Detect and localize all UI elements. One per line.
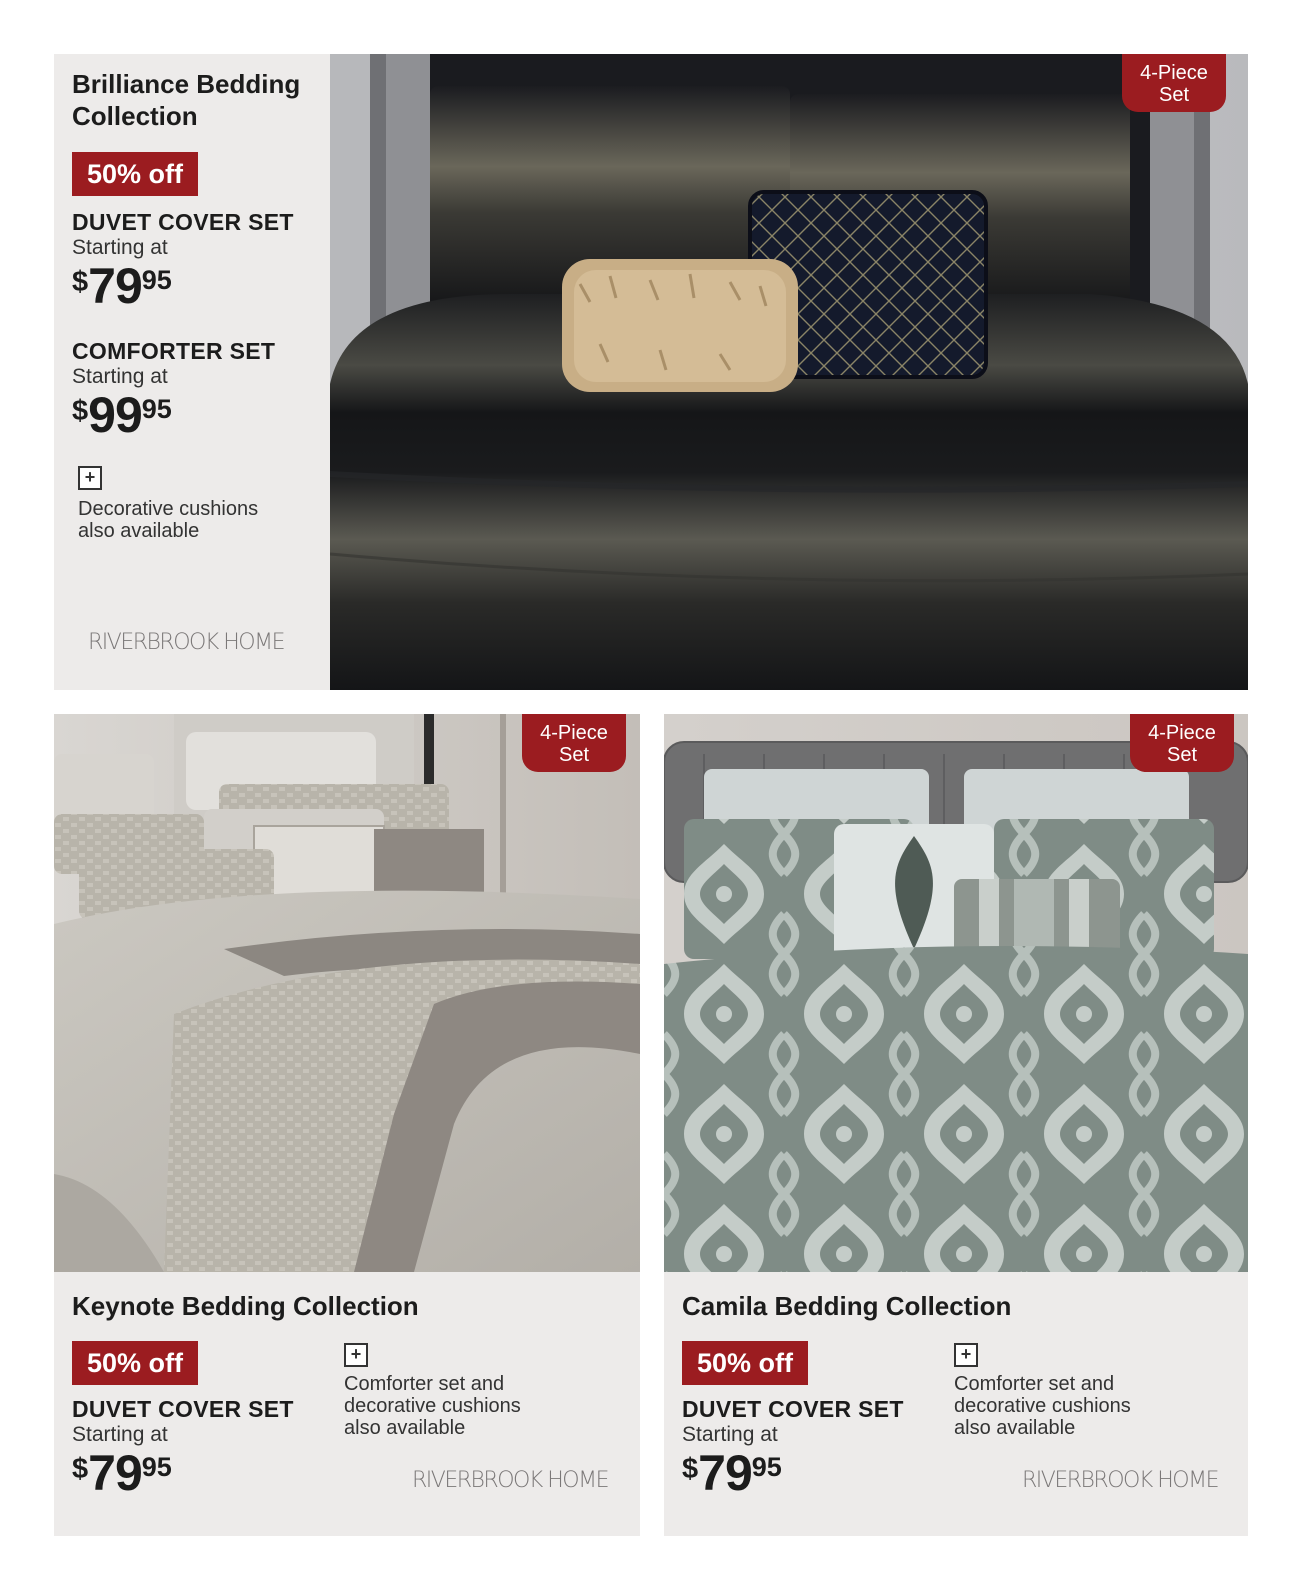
price-cents: 95	[141, 394, 172, 424]
tab-line1: 4-Piece	[1148, 722, 1216, 744]
price-dollars: 79	[698, 1445, 752, 1501]
note-bold: Comforter set	[954, 1373, 1076, 1395]
riverbrook-home-logo: RIVERBROOK HOME	[1022, 1468, 1218, 1493]
riverbrook-home-logo: RIVERBROOK HOME	[412, 1468, 608, 1493]
note-bold: decorative cushions	[954, 1395, 1131, 1417]
camila-title: Camila Bedding Collection	[682, 1291, 1012, 1321]
price-cents: 95	[141, 1452, 172, 1482]
brilliance-duvet-price	[72, 258, 172, 314]
note-rest: also available	[344, 1417, 466, 1439]
keynote-note	[344, 1373, 521, 1439]
brilliance-title-line1: Brilliance Bedding	[72, 69, 301, 99]
camila-note	[954, 1373, 1131, 1439]
tab-line2: Set	[1158, 84, 1190, 106]
keynote-title: Keynote Bedding Collection	[72, 1291, 419, 1321]
camila-duvet-price	[682, 1445, 782, 1501]
note-rest: also available	[954, 1417, 1076, 1439]
brilliance-bed-photo	[330, 54, 1248, 690]
brilliance-title	[72, 68, 300, 132]
note-mid: and	[1075, 1373, 1115, 1395]
price-currency: $	[682, 1453, 699, 1485]
price-currency: $	[72, 266, 89, 298]
camila-duvet-starting: Starting at	[682, 1423, 778, 1446]
brilliance-discount-badge: 50% off	[72, 152, 198, 196]
camila-duvet-label: DUVET COVER SET	[682, 1396, 904, 1422]
price-dollars: 79	[88, 258, 142, 314]
brilliance-title-line2: Collection	[72, 101, 198, 131]
brilliance-duvet-starting: Starting at	[72, 236, 168, 259]
price-cents: 95	[751, 1452, 782, 1482]
camila-info-panel	[664, 1272, 1248, 1536]
price-dollars: 99	[88, 387, 142, 443]
note-bold: Decorative cushions	[78, 498, 259, 520]
brilliance-comforter-price	[72, 387, 172, 443]
brilliance-comforter-starting: Starting at	[72, 365, 168, 388]
brilliance-note	[78, 498, 258, 542]
piece-set-tab	[1130, 714, 1234, 772]
brilliance-duvet-label: DUVET COVER SET	[72, 209, 294, 235]
piece-set-tab	[1122, 54, 1226, 112]
plus-icon: +	[78, 466, 102, 490]
note-rest: also available	[78, 520, 200, 542]
plus-icon: +	[954, 1343, 978, 1367]
riverbrook-home-logo: RIVERBROOK HOME	[88, 630, 284, 655]
tab-line2: Set	[558, 744, 590, 766]
price-dollars: 79	[88, 1445, 142, 1501]
keynote-info-panel	[54, 1272, 640, 1536]
note-bold: decorative cushions	[344, 1395, 521, 1417]
note-mid: and	[465, 1373, 505, 1395]
brilliance-info-panel	[54, 54, 330, 690]
keynote-bed-photo	[54, 714, 640, 1272]
price-cents: 95	[141, 265, 172, 295]
price-currency: $	[72, 395, 89, 427]
tab-line1: 4-Piece	[1140, 62, 1208, 84]
price-currency: $	[72, 1453, 89, 1485]
keynote-bed-illustration	[54, 714, 640, 1272]
tab-line1: 4-Piece	[540, 722, 608, 744]
note-bold: Comforter set	[344, 1373, 466, 1395]
keynote-discount-badge: 50% off	[72, 1341, 198, 1385]
camila-bed-illustration	[664, 714, 1248, 1272]
piece-set-tab	[522, 714, 626, 772]
camila-bed-photo	[664, 714, 1248, 1272]
brilliance-comforter-label: COMFORTER SET	[72, 338, 276, 364]
keynote-duvet-starting: Starting at	[72, 1423, 168, 1446]
plus-icon: +	[344, 1343, 368, 1367]
keynote-duvet-price	[72, 1445, 172, 1501]
tab-line2: Set	[1166, 744, 1198, 766]
brilliance-bed-illustration	[330, 54, 1248, 690]
camila-discount-badge: 50% off	[682, 1341, 808, 1385]
keynote-duvet-label: DUVET COVER SET	[72, 1396, 294, 1422]
